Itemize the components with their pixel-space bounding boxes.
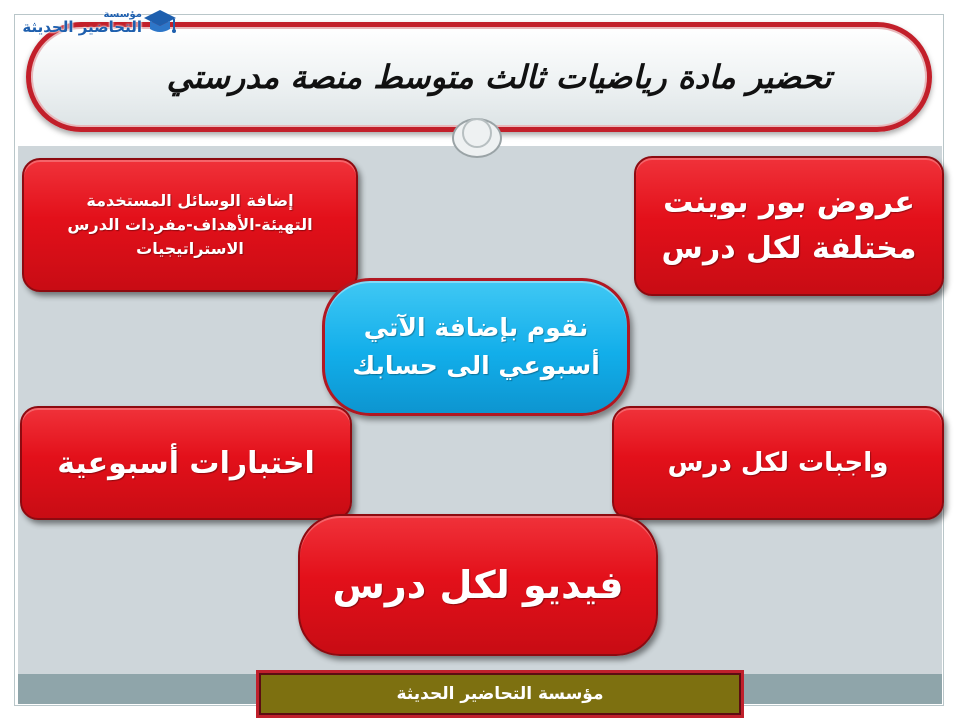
- powerpoint-line-2: مختلفة لكل درس: [661, 231, 917, 266]
- footer-label: مؤسسة التحاضير الحديثة: [256, 670, 744, 718]
- center-line-1: نقوم بإضافة الآتي: [363, 313, 589, 342]
- video-text: فيديو لكل درس: [332, 563, 624, 607]
- homework-card: [612, 406, 944, 520]
- additions-line-1: إضافة الوسائل المستخدمة: [86, 191, 294, 210]
- weekly-tests-text: اختبارات أسبوعية: [57, 445, 315, 481]
- graduation-cap-icon: [140, 4, 180, 40]
- powerpoint-card: [634, 156, 944, 296]
- additions-line-2: التهيئة-الأهداف-مفردات الدرس: [67, 215, 313, 234]
- brand-logo: [0, 0, 182, 46]
- page-title: تحضير مادة رياضيات ثالث متوسط منصة مدرستي: [166, 58, 832, 96]
- logo-main-text: التحاضير الحديثة: [22, 18, 142, 37]
- video-card: [298, 514, 658, 656]
- banner-connector-circle: [452, 118, 502, 158]
- logo-small-text: مؤسسة: [103, 8, 142, 20]
- powerpoint-line-1: عروض بور بوينت: [663, 185, 915, 220]
- homework-text: واجبات لكل درس: [667, 448, 889, 478]
- additions-line-3: الاستراتيجيات: [136, 239, 244, 258]
- center-line-2: أسبوعي الى حسابك: [352, 351, 600, 380]
- weekly-tests-card: [20, 406, 352, 520]
- center-bubble: [322, 278, 630, 416]
- additions-card: [22, 158, 358, 292]
